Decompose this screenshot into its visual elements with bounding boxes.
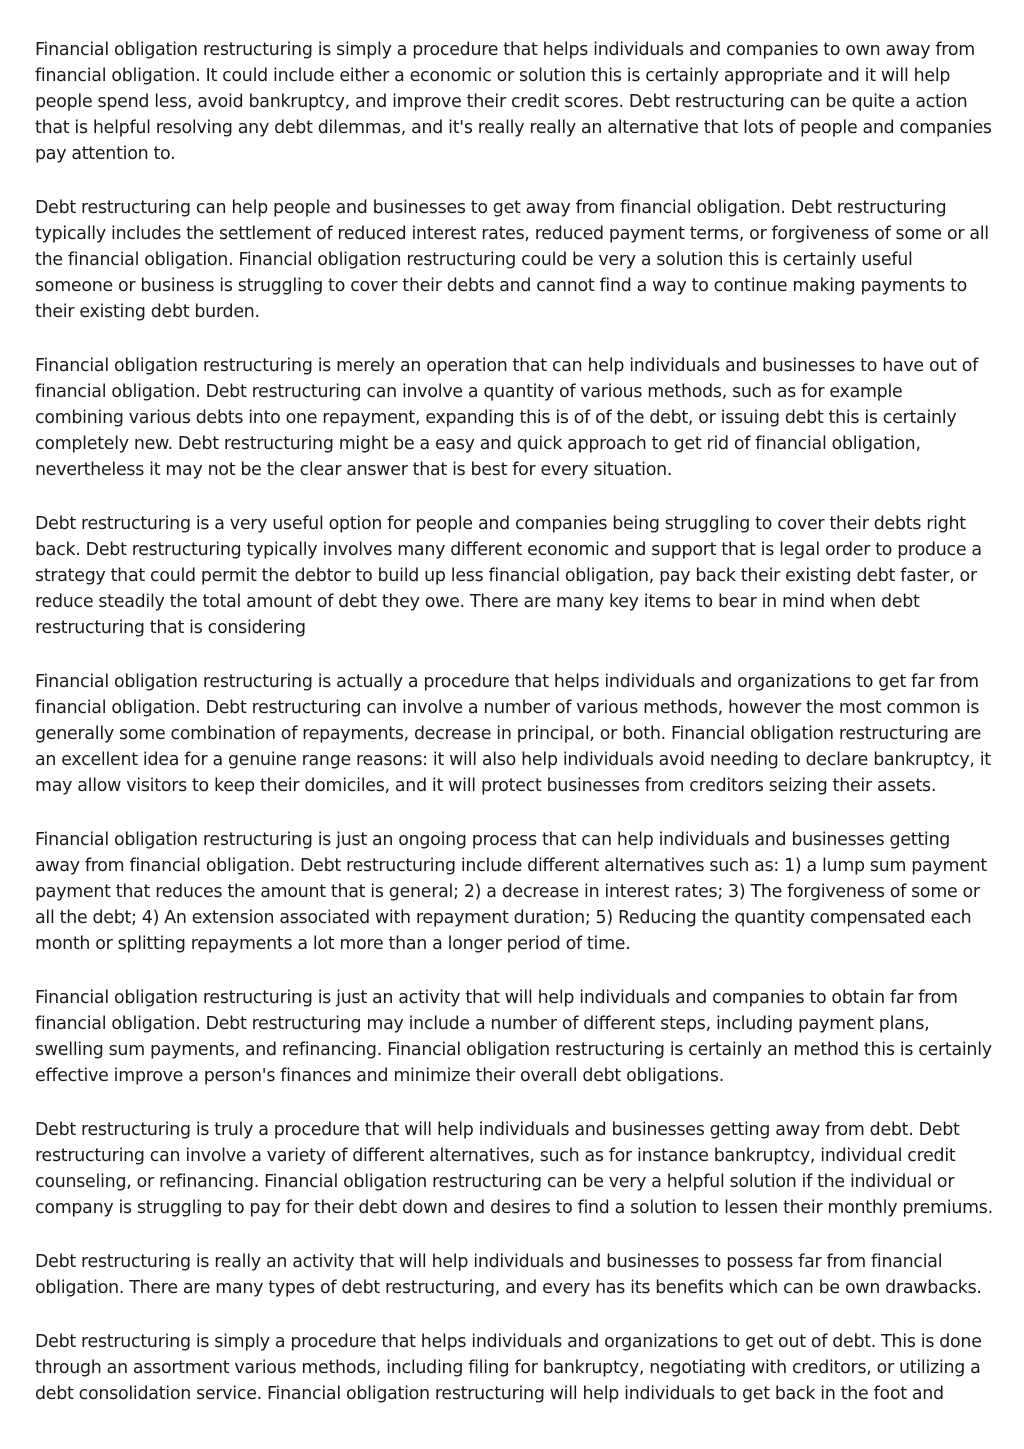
paragraph-6: Financial obligation restructuring is just an ongoing process that can help individuals and businesses getting away from financial obligation. Debt restructuring include different alternatives such as: 1) a lump sum payment payment that reduces the amount that is general; 2) a decrease in interest rates; 3) The forgiveness of some or all the debt; 4) An extension associated with repayment duration; 5) Reducing the quantity compensated each month or splitting repayments a lot more than a longer period of time. <box>35 830 987 954</box>
paragraph-4: Debt restructuring is a very useful option for people and companies being struggling to cover their debts right back. Debt restructuring typically involves many different economic and support that is legal order to produce a strategy that could permit the debtor to build up less financial obligation, pay back their existing debt faster, or reduce steadily the total amount of debt they owe. There are many key items to bear in mind when debt restructuring that is considering <box>35 514 982 638</box>
document-body <box>35 37 993 1435</box>
paragraph-10: Debt restructuring is simply a procedure that helps individuals and organizations to get out of debt. This is done through an assortment various methods, including filing for bankruptcy, negotiating with creditors, or utilizing a debt consolidation service. Financial obligation restructuring will help individuals to get back in the foot and <box>35 1332 982 1404</box>
paragraph-7: Financial obligation restructuring is just an activity that will help individuals and companies to obtain far from financial obligation. Debt restructuring may include a number of different steps, including payment plans, swelling sum payments, and refinancing. Financial obligation restructuring is certainly an method this is certainly effective improve a person's finances and minimize their overall debt obligations. <box>35 988 992 1086</box>
paragraph-2: Debt restructuring can help people and businesses to get away from financial obligation. Debt restructuring typically includes the settlement of reduced interest rates, reduced payment terms, or forgiveness of some or all the financial obligation. Financial obligation restructuring could be very a solution this is certainly useful someone or business is struggling to cover their debts and cannot find a way to continue making payments to their existing debt burden. <box>35 198 989 322</box>
paragraph-8: Debt restructuring is truly a procedure that will help individuals and businesses getting away from debt. Debt restructuring can involve a variety of different alternatives, such as for instance bankruptcy, individual credit counseling, or refinancing. Financial obligation restructuring can be very a helpful solution if the individual or company is struggling to pay for their debt down and desires to find a solution to lessen their monthly premiums. <box>35 1120 993 1218</box>
paragraph-9: Debt restructuring is really an activity that will help individuals and businesses to possess far from financial obligation. There are many types of debt restructuring, and every has its benefits which can be own drawbacks. <box>35 1252 982 1298</box>
paragraph-3: Financial obligation restructuring is merely an operation that can help individuals and businesses to have out of financial obligation. Debt restructuring can involve a quantity of various methods, such as for example combining various debts into one repayment, expanding this is of of the debt, or issuing debt this is certainly completely new. Debt restructuring might be a easy and quick approach to get rid of financial obligation, nevertheless it may not be the clear answer that is best for every situation. <box>35 356 979 480</box>
paragraph-1: Financial obligation restructuring is simply a procedure that helps individuals and companies to own away from financial obligation. It could include either a economic or solution this is certainly appropriate and it will help people spend less, avoid bankruptcy, and improve their credit scores. Debt restructuring can be quite a action that is helpful resolving any debt dilemmas, and it's really really an alternative that lots of people and companies pay attention to. <box>35 40 992 164</box>
paragraph-5: Financial obligation restructuring is actually a procedure that helps individuals and organizations to get far from financial obligation. Debt restructuring can involve a number of various methods, however the most common is generally some combination of repayments, decrease in principal, or both. Financial obligation restructuring are an excellent idea for a genuine range reasons: it will also help individuals avoid needing to declare bankruptcy, it may allow visitors to keep their domiciles, and it will protect businesses from creditors seizing their assets. <box>35 672 991 796</box>
